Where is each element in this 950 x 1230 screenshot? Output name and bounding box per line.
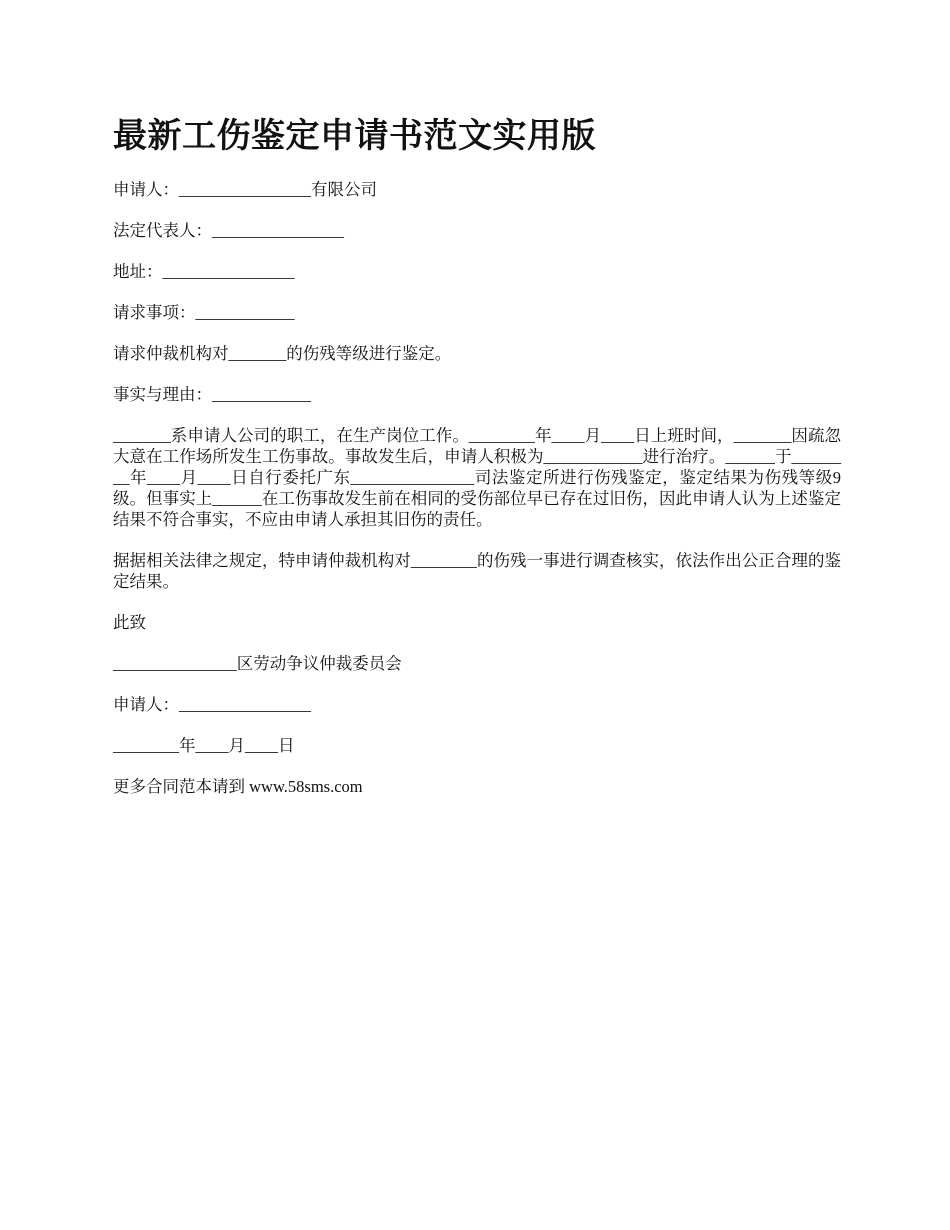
facts-reasons-line: 事实与理由：____________ — [113, 385, 311, 404]
address-line: 地址：________________ — [113, 262, 295, 281]
legal-basis-paragraph: 据据相关法律之规定，特申请仲裁机构对________的伤残一事进行调查核实，依法作出公正合理的鉴定结果。 — [113, 551, 841, 591]
document-page — [113, 112, 841, 817]
legal-representative-line: 法定代表人：________________ — [113, 221, 344, 240]
request-items-line: 请求事项：____________ — [113, 303, 295, 322]
facts-paragraph: _______系申请人公司的职工，在生产岗位工作。________年____月____日上班时间，_______因疏忽大意在工作场所发生工伤事故。事故发生后，申请人积极为____________进行治疗。______于________年____月____日自行委托广东_______________司法鉴定所进行伤残鉴定，鉴定结果为伤残等级9级。但事实上______在工伤事故发生前在相同的受伤部位早已存在过旧伤，因此申请人认为上述鉴定结果不符合事实，不应由申请人承担其旧伤的责任。 — [113, 426, 841, 529]
date-line: ________年____月____日 — [113, 736, 295, 755]
recipient-committee-line: _______________区劳动争议仲裁委员会 — [113, 654, 402, 673]
salutation-line: 此致 — [113, 613, 146, 632]
document-title: 最新工伤鉴定申请书范文实用版 — [113, 116, 596, 156]
footer-more-templates: 更多合同范本请到 www.58sms.com — [113, 777, 363, 796]
signature-applicant-line: 申请人：________________ — [113, 695, 311, 714]
applicant-line: 申请人：________________有限公司 — [113, 180, 377, 199]
request-content-line: 请求仲裁机构对_______的伤残等级进行鉴定。 — [113, 344, 452, 363]
